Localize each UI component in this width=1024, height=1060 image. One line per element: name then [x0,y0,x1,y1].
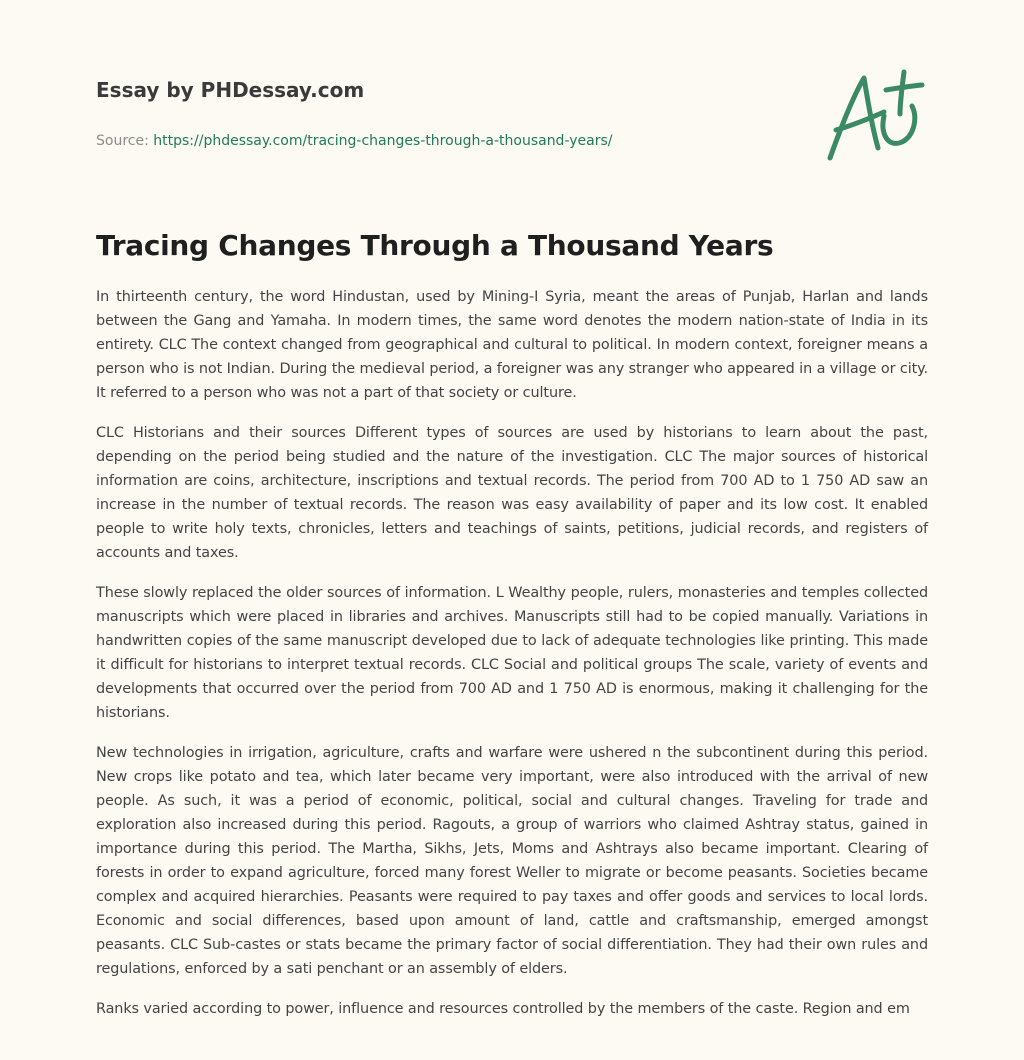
article-paragraph: Ranks varied according to power, influence and resources controlled by the members of the caste. Region and em [96,1001,910,1017]
source-label: Source: [96,133,154,149]
article-paragraph: These slowly replaced the older sources of information. L Wealthy people, rulers, monasteries and temples collected manuscripts which were placed in libraries and archives. Manuscripts still had to be copied manually. Variations in handwritten copies of the same manuscript developed due to lack of adequate technologies like printing. This made it difficult for historians to interpret textual records. CLC Social and political groups The scale, variety of events and developments that occurred over the period from 700 AD and 1 750 AD is enormous, making it challenging for the historians. [96,585,928,721]
article-paragraph: New technologies in irrigation, agriculture, crafts and warfare were ushered n the subcontinent during this period. New crops like potato and tea, which later became very important, were also introduced with the arrival of new people. As such, it was a period of economic, political, social and cultural changes. Traveling for trade and exploration also increased during this period. Ragouts, a group of warriors who claimed Ashtray status, gained in importance during this period. The Martha, Sikhs, Jets, Moms and Ashtrays also became important. Clearing of forests in order to expand agriculture, forced many forest Weller to migrate or become peasants. Societies became complex and acquired hierarchies. Peasants were required to pay taxes and offer goods and services to local lords. Economic and social differences, based upon amount of land, cattle and craftsmanship, emerged amongst peasants. CLC Sub-castes or stats became the primary factor of social differentiation. They had their own rules and regulations, enforced by a sati penchant or an assembly of elders. [96,745,928,977]
article-paragraph: CLC Historians and their sources Different types of sources are used by historians to learn about the past, depending on the period being studied and the nature of the investigation. CLC The major sources of historical information are coins, architecture, inscriptions and textual records. The period from 700 AD to 1 750 AD saw an increase in the number of textual records. The reason was easy availability of paper and its low cost. It enabled people to write holy texts, chronicles, letters and teachings of saints, petitions, judicial records, and registers of accounts and taxes. [96,425,928,561]
source-line [96,132,796,150]
source-link[interactable]: https://phdessay.com/tracing-changes-through-a-thousand-years/ [153,133,613,149]
article-paragraph: In thirteenth century, the word Hindustan, used by Mining-I Syria, meant the areas of Punjab, Harlan and lands between the Gang and Yamaha. In modern times, the same word denotes the modern nation-state of India in its entirety. CLC The context changed from geographical and cultural to political. In modern context, foreigner means a person who is not Indian. During the medieval period, a foreigner was any stranger who appeared in a village or city. It referred to a person who was not a part of that society or culture. [96,289,928,401]
page-header [96,76,796,150]
article-body [96,285,928,1037]
site-brand: Essay by PHDessay.com [96,78,365,102]
article-title: Tracing Changes Through a Thousand Years [96,229,774,262]
a-plus-grade-icon [822,68,928,164]
